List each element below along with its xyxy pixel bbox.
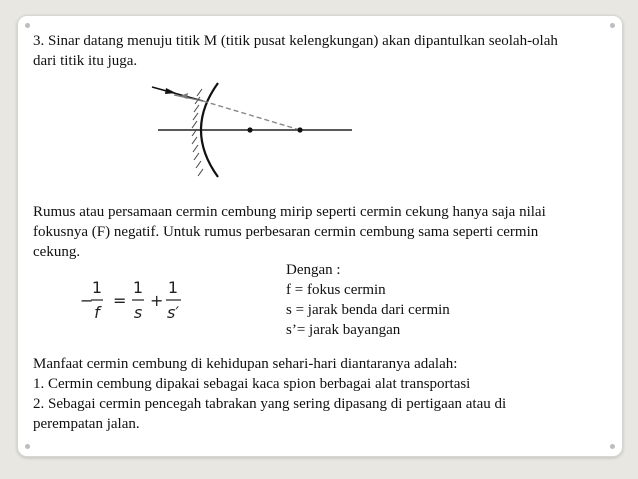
- legend-s-prime: s’= jarak bayangan: [286, 322, 401, 338]
- extension-to-center: [203, 101, 300, 130]
- para3-line1: Manfaat cermin cembung di kehidupan sehari-hari diantaranya adalah:: [33, 356, 458, 372]
- corner-dot: [25, 23, 30, 28]
- reflected-arrowhead: [180, 93, 188, 99]
- formula-den3: s′: [167, 303, 179, 322]
- formula-den2: s: [133, 303, 143, 322]
- para1-line1: 3. Sinar datang menuju titik M (titik pusat kelengkungan) akan dipantulkan seolah-olah: [33, 33, 558, 49]
- corner-dot: [610, 23, 615, 28]
- formula-num1: 1: [91, 278, 103, 297]
- corner-dot: [610, 444, 615, 449]
- para1-line2: dari titik itu juga.: [33, 53, 138, 69]
- mirror-formula: [80, 276, 190, 326]
- convex-mirror-diagram: [140, 75, 360, 185]
- incident-arrowhead: [165, 88, 176, 94]
- para3-line4: perempatan jalan.: [33, 416, 140, 432]
- legend-f: f = fokus cermin: [286, 282, 386, 298]
- para2-line2: fokusnya (F) negatif. Untuk rumus perbesaran cermin cembung sama seperti cermin: [33, 224, 539, 240]
- formula-minus: −: [80, 291, 94, 310]
- corner-dot: [25, 444, 30, 449]
- formula-den1: f: [94, 303, 100, 322]
- para2-line3: cekung.: [33, 244, 81, 260]
- para2-line1: Rumus atau persamaan cermin cembung mirip seperti cermin cekung hanya saja nilai: [33, 204, 546, 220]
- legend-heading: Dengan :: [286, 262, 341, 278]
- formula-plus: +: [150, 291, 164, 310]
- para3-line3: 2. Sebagai cermin pencegah tabrakan yang sering dipasang di pertigaan atau di: [33, 396, 507, 412]
- formula-equals: =: [113, 291, 127, 310]
- para3-line2: 1. Cermin cembung dipakai sebagai kaca spion berbagai alat transportasi: [33, 376, 471, 392]
- formula-num3: 1: [167, 278, 179, 297]
- focal-point: [247, 127, 252, 132]
- formula-num2: 1: [132, 278, 144, 297]
- reflected-ray: [174, 95, 203, 101]
- legend-s: s = jarak benda dari cermin: [286, 302, 450, 318]
- center-point-m: [297, 127, 302, 132]
